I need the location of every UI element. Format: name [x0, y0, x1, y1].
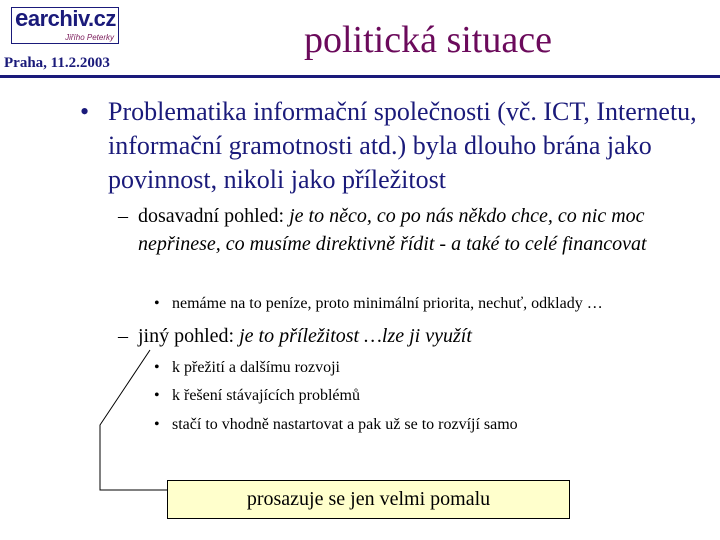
list-item: k řešení stávajících problémů [172, 387, 360, 404]
logo-author: Jiřího Peterky [65, 33, 114, 42]
bullet-marker: • [154, 416, 160, 433]
dash-marker: – [118, 325, 128, 347]
sub-bullet-italic: je to něco, co po nás někdo chce, co nic moc nepřinese, co musíme direktivně řídit - a také to celé financovat [138, 205, 647, 255]
list-item: stačí to vhodně nastartovat a pak už se to rozvíjí samo [172, 416, 518, 433]
bullet-marker: • [80, 97, 90, 126]
main-bullet: Problematika informační společnosti (vč. ICT, Internetu, informační gramotnosti atd.) byla dlouho brána jako povinnost, nikoli jako příležitost [108, 97, 697, 194]
sub-bullet-italic: je to příležitost …lze ji využít [239, 325, 472, 347]
bullet-marker: • [154, 387, 160, 404]
callout-box: prosazuje se jen velmi pomalu [167, 480, 570, 519]
sub-bullet-label: jiný pohled: [138, 325, 240, 347]
bullet-marker: • [154, 359, 160, 376]
sub-bullet-label: dosavadní pohled: [138, 205, 290, 227]
list-item: nemáme na to peníze, proto minimální priorita, nechuť, odklady … [172, 295, 603, 312]
list-item: k přežití a dalšímu rozvoji [172, 359, 340, 376]
dash-marker: – [118, 205, 128, 227]
logo-text: earchiv.cz [15, 5, 116, 32]
place-date: Praha, 11.2.2003 [4, 55, 110, 71]
bullet-marker: • [154, 295, 160, 312]
slide-title: politická situace [304, 19, 552, 61]
